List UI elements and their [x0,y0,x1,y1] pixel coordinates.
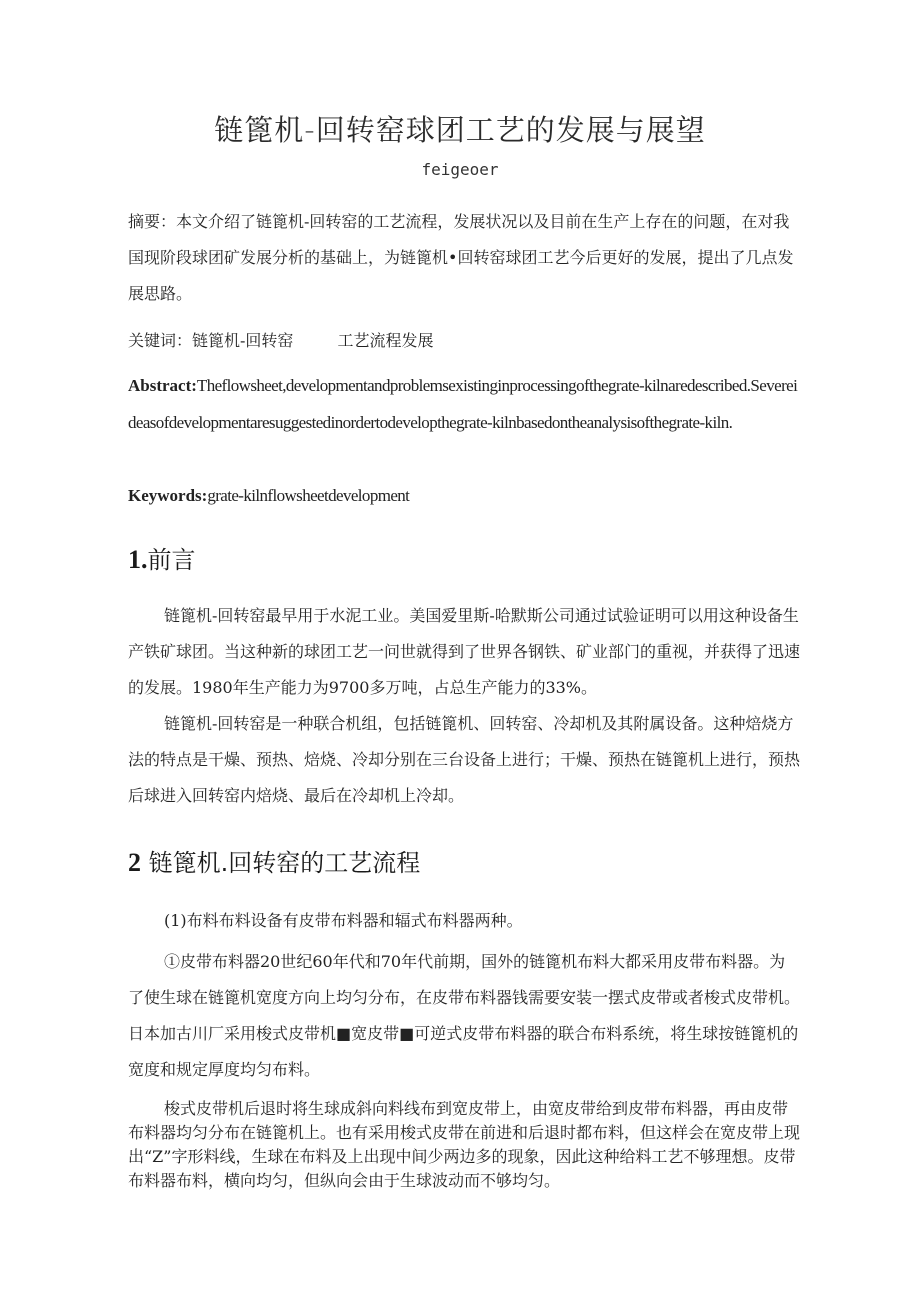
author-name: feigeoer [421,160,499,179]
section-1-heading [128,540,196,575]
keywords-chinese [128,323,800,359]
abstract-en-label: Abstract: [128,376,197,395]
document-title: 链篦机-回转窑球团工艺的发展与展望 [214,113,706,147]
section-1-paragraph: 链篦机-回转窑最早用于水泥工业。美国爱里斯-哈默斯公司通过试验证明可以用这种设备生产铁矿球团。当这种新的球团工艺一问世就得到了世界各钢铁、矿业部门的重视，并获得了迅速的发展。1980年生产能力为9700多万吨，占总生产能力的33%。 [128,606,801,697]
section-2-number: 2 [128,848,141,877]
section-2-paragraph: (1)布料布料设备有皮带布料器和辐式布料器两种。 [164,911,523,930]
abstract-chinese: 摘要：本文介绍了链篦机-回转窑的工艺流程，发展状况以及目前在生产上存在的问题，在对我国现阶段球团矿发展分析的基础上，为链篦机•回转窑球团工艺今后更好的发展，提出了几点发展思路。 [128,212,794,303]
abstract-english [128,367,800,441]
keywords-cn-part2: 工艺流程发展 [337,331,434,350]
keywords-english [128,478,800,514]
section-1-number: 1. [128,545,148,574]
keywords-cn-part1: 链篦机-回转窑 [192,331,294,350]
abstract-en-text: Theflowsheet,developmentandproblemsexistinginprocessingofthegrate-kilnaredescribed.Severeideasofdevelopmentaresuggestedinordertodevelopthegrate-kilnbasedontheanalysisofthegrate-kiln. [128,376,798,432]
section-1-title: 前言 [147,546,196,574]
section-2-heading [128,843,420,878]
section-2-paragraph: 梭式皮带机后退时将生球成斜向料线布到宽皮带上，由宽皮带给到皮带布料器，再由皮带布料器均匀分布在链篦机上。也有采用梭式皮带在前进和后退时都布料，但这样会在宽皮带上现出“Z”字形料线，生球在布料及上出现中间少两边多的现象，因此这种给料工艺不够理想。皮带布料器布料，横向均匀，但纵向会由于生球波动而不够均匀。 [128,1099,801,1190]
section-2-title: 链篦机.回转窑的工艺流程 [148,849,421,877]
keywords-en-text: grate-kilnflowsheetdevelopment [207,486,410,505]
keywords-cn-label: 关键词： [128,331,193,350]
section-2-paragraph: ①皮带布料器20世纪60年代和70年代前期，国外的链篦机布料大都采用皮带布料器。为了使生球在链篦机宽度方向上均匀分布，在皮带布料器钱需要安装一摆式皮带或者梭式皮带机。日本加古川厂采用梭式皮带机■宽皮带■可逆式皮带布料器的联合布料系统，将生球按链篦机的宽度和规定厚度均匀布料。 [128,952,801,1079]
section-1-paragraph: 链篦机-回转窑是一种联合机组，包括链篦机、回转窑、冷却机及其附属设备。这种焙烧方法的特点是干燥、预热、焙烧、冷却分别在三台设备上进行；干燥、预热在链篦机上进行，预热后球进入回转窑内焙烧、最后在冷却机上冷却。 [128,714,801,805]
keywords-en-label: Keywords: [128,486,208,505]
